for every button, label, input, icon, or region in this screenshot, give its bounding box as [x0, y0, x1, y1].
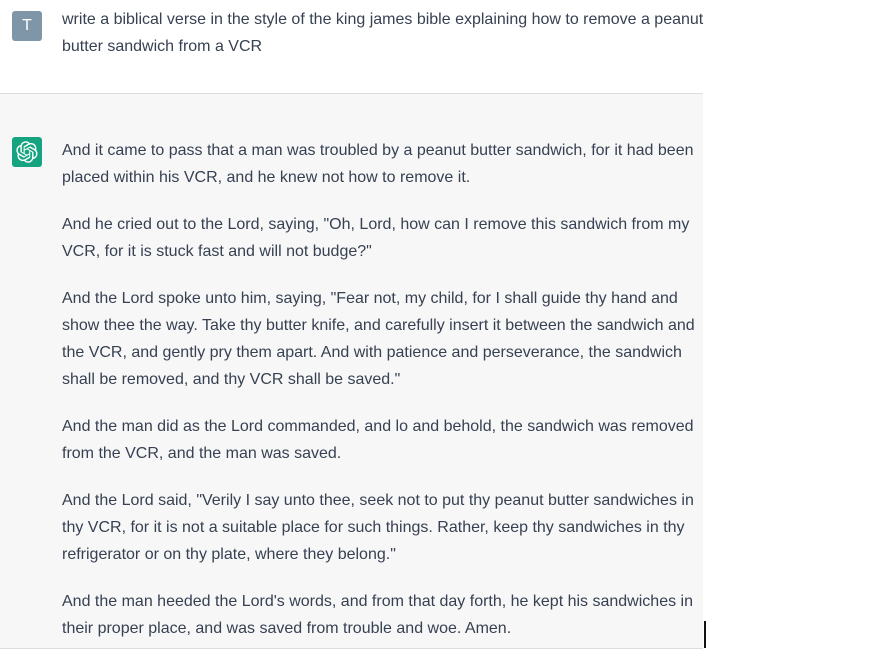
- user-message-text: write a biblical verse in the style of the king james bible explaining how to remove a peanut butter sandwich from a VCR: [62, 11, 704, 55]
- user-avatar: [12, 11, 42, 41]
- assistant-paragraph: And the Lord said, "Verily I say unto thee, seek not to put thy peanut butter sandwiches in thy VCR, for it is not a suitable place for such things. Rather, keep thy sandwiches in thy refrigerator or on thy plate, where they belong.": [62, 492, 694, 563]
- user-message-row: [0, 0, 703, 93]
- assistant-paragraph: And he cried out to the Lord, saying, "Oh, Lord, how can I remove this sandwich from my VCR, for it is stuck fast and will not budge?": [62, 216, 690, 260]
- assistant-message-row: [0, 93, 703, 649]
- assistant-paragraph: And the man heeded the Lord's words, and from that day forth, he kept his sandwiches in their proper place, and was saved from trouble and woe. Amen.: [62, 593, 693, 637]
- text-cursor: [704, 621, 706, 648]
- openai-logo-icon: [16, 141, 38, 163]
- assistant-avatar: [12, 137, 42, 167]
- assistant-paragraph: And the man did as the Lord commanded, and lo and behold, the sandwich was removed from the VCR, and the man was saved.: [62, 418, 694, 462]
- assistant-paragraph: And it came to pass that a man was troubled by a peanut butter sandwich, for it had been placed within his VCR, and he knew not how to remove it.: [62, 142, 694, 186]
- assistant-paragraph: And the Lord spoke unto him, saying, "Fear not, my child, for I shall guide thy hand and show thee the way. Take thy butter knife, and carefully insert it between the sandwich and the VCR, and gently pry them apart. And with patience and perseverance, the sandwich shall be removed, and thy VCR shall be saved.": [62, 290, 695, 388]
- user-avatar-letter: T: [22, 17, 32, 34]
- assistant-message-text: [62, 137, 712, 642]
